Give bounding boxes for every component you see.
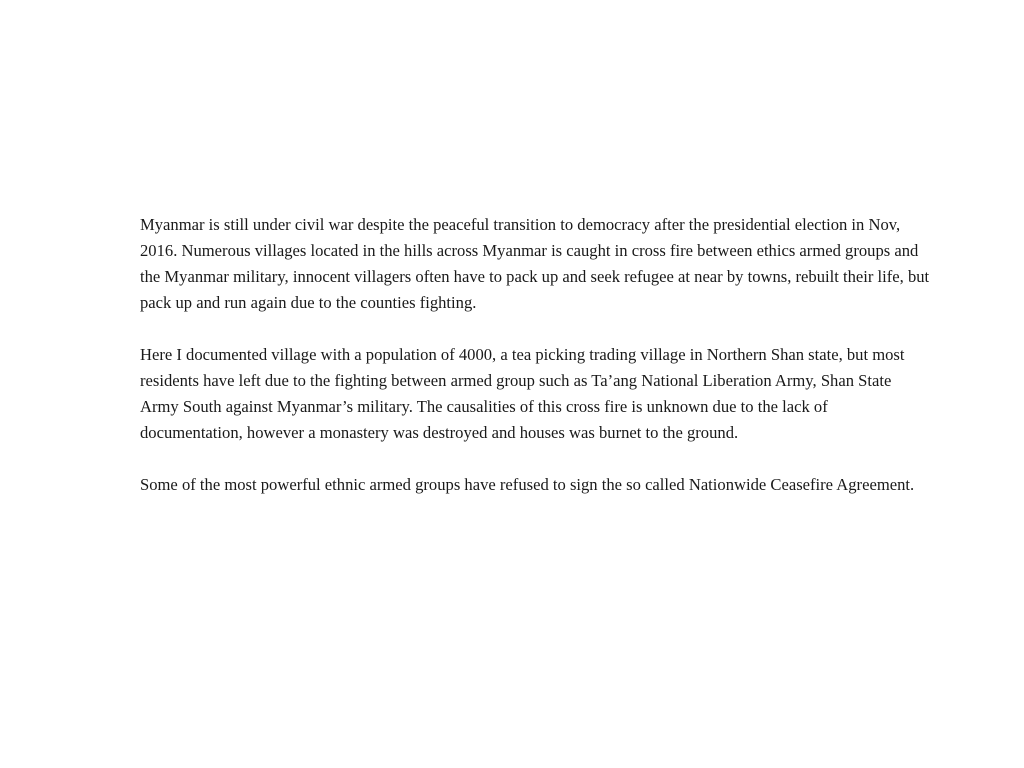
paragraph-intro: Myanmar is still under civil war despite the peaceful transition to democracy after the presidential election in Nov, 2016. Numerous villages located in the hills across Myanmar is caught in cross fire between ethics armed groups and the Myanmar military, innocent villagers often have to pack up and seek refugee at near by towns, rebuilt their life, but pack up and run again due to the counties fighting.	[140, 215, 930, 312]
article-body	[140, 212, 930, 524]
paragraph-village: Here I documented village with a population of 4000, a tea picking trading village in Northern Shan state, but most residents have left due to the fighting between armed group such as Ta’ang National Liberation Army, Shan State Army South against Myanmar’s military. The causalities of this cross fire is unknown due to the lack of documentation, however a monastery was destroyed and houses was burnet to the ground.	[140, 345, 905, 442]
paragraph-ceasefire: Some of the most powerful ethnic armed groups have refused to sign the so called Nationwide Ceasefire Agreement.	[140, 475, 915, 494]
